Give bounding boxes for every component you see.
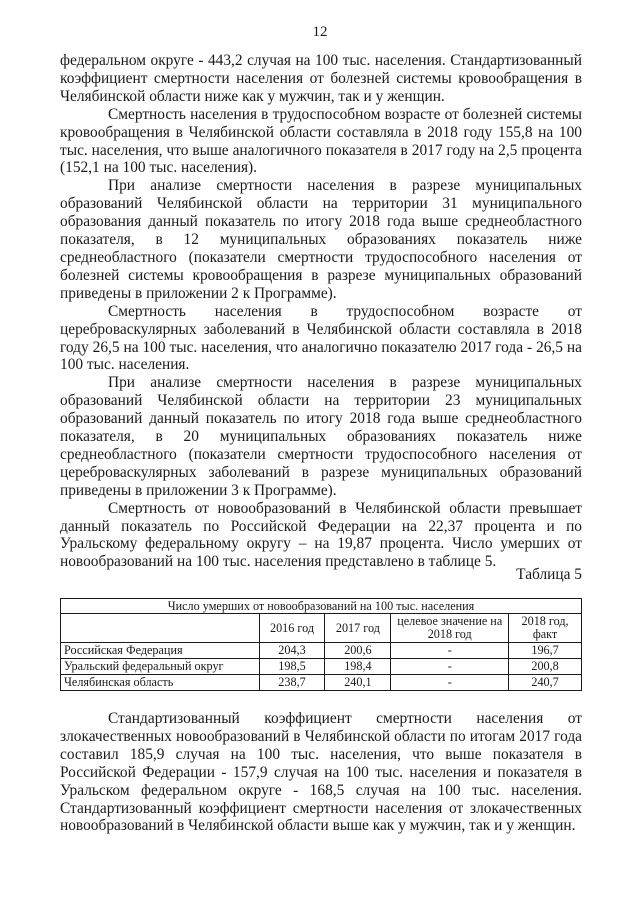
- body-text-bottom: [60, 710, 582, 835]
- column-header: 2018 год, факт: [509, 614, 582, 643]
- paragraph: Смертность населения в трудоспособном возрасте от болезней системы кровообращения в Челябинской области составляла в 2018 году 155,8 на 100 тыс. населения, что выше аналогичного показателя в 2017 году на 2,5 процента (152,1 на 100 тыс. населения).: [60, 105, 582, 177]
- table-cell: 200,8: [509, 659, 582, 675]
- column-header: целевое значение на 2018 год: [391, 614, 509, 643]
- table-cell: 198,5: [259, 659, 325, 675]
- column-header: [61, 614, 260, 643]
- row-label: Челябинская область: [61, 675, 260, 691]
- table-cell: 204,3: [259, 643, 325, 659]
- table-cell: 196,7: [509, 643, 582, 659]
- table-row: [61, 675, 582, 691]
- table-row: [61, 643, 582, 659]
- column-header: 2017 год: [325, 614, 391, 643]
- table-cell: 240,7: [509, 675, 582, 691]
- table-cell: -: [391, 675, 509, 691]
- paragraph: При анализе смертности населения в разрезе муниципальных образований Челябинской области на территории 23 муниципальных образований данный показатель по итогу 2018 года выше среднеобластного показателя, в 20 муниципальных образованиях показатель ниже среднеобластного (показатели смертности трудоспособного населения от цереброваскулярных заболеваний в разрезе муниципальных образований приведены в приложении 3 к Программе).: [60, 374, 582, 499]
- paragraph: Смертность от новообразований в Челябинской области превышает данный показатель по Российской Федерации на 22,37 процента и по Уральскому федеральному округу – на 19,87 процента. Число умерших от новообразований на 100 тыс. населения представлено в таблице 5.: [60, 499, 582, 571]
- table-cell: 200,6: [325, 643, 391, 659]
- table-cell: 198,4: [325, 659, 391, 675]
- table-header-row: [61, 614, 582, 643]
- table-cell: -: [391, 643, 509, 659]
- table-caption: Число умерших от новообразований на 100 тыс. населения: [61, 599, 582, 614]
- table-row: [61, 659, 582, 675]
- table-cell: 238,7: [259, 675, 325, 691]
- table-caption-row: [61, 599, 582, 614]
- paragraph: Стандартизованный коэффициент смертности населения от злокачественных новообразований в Челябинской области по итогам 2017 года составил 185,9 случая на 100 тыс. населения, что выше показателя в Российской Федерации - 157,9 случая на 100 тыс. населения и показателя в Уральском федеральном округе - 168,5 случая на 100 тыс. населения. Стандартизованный коэффициент смертности населения от злокачественных новообразований в Челябинской области выше как у мужчин, так и у женщин.: [60, 710, 582, 835]
- row-label: Уральский федеральный округ: [61, 659, 260, 675]
- table-label: Таблица 5: [516, 566, 582, 583]
- paragraph: При анализе смертности населения в разрезе муниципальных образований Челябинской области на территории 31 муниципального образования данный показатель по итогу 2018 года выше среднеобластного показателя, в 12 муниципальных образованиях показатель ниже среднеобластного (показатели смертности трудоспособного населения от болезней системы кровообращения в разрезе муниципальных образований приведены в приложении 2 к Программе).: [60, 177, 582, 302]
- body-text-top: [60, 52, 582, 571]
- page-number: 12: [312, 24, 328, 40]
- column-header: 2016 год: [259, 614, 325, 643]
- paragraph: федеральном округе - 443,2 случая на 100 тыс. населения. Стандартизованный коэффициент смертности населения от болезней системы кровообращения в Челябинской области ниже как у мужчин, так и у женщин.: [60, 52, 582, 105]
- paragraph: Смертность населения в трудоспособном возрасте от цереброваскулярных заболеваний в Челябинской области составляла в 2018 году 26,5 на 100 тыс. населения, что аналогично показателю 2017 года - 26,5 на 100 тыс. населения.: [60, 302, 582, 374]
- table-cell: -: [391, 659, 509, 675]
- mortality-table: [60, 598, 582, 691]
- table-cell: 240,1: [325, 675, 391, 691]
- row-label: Российская Федерация: [61, 643, 260, 659]
